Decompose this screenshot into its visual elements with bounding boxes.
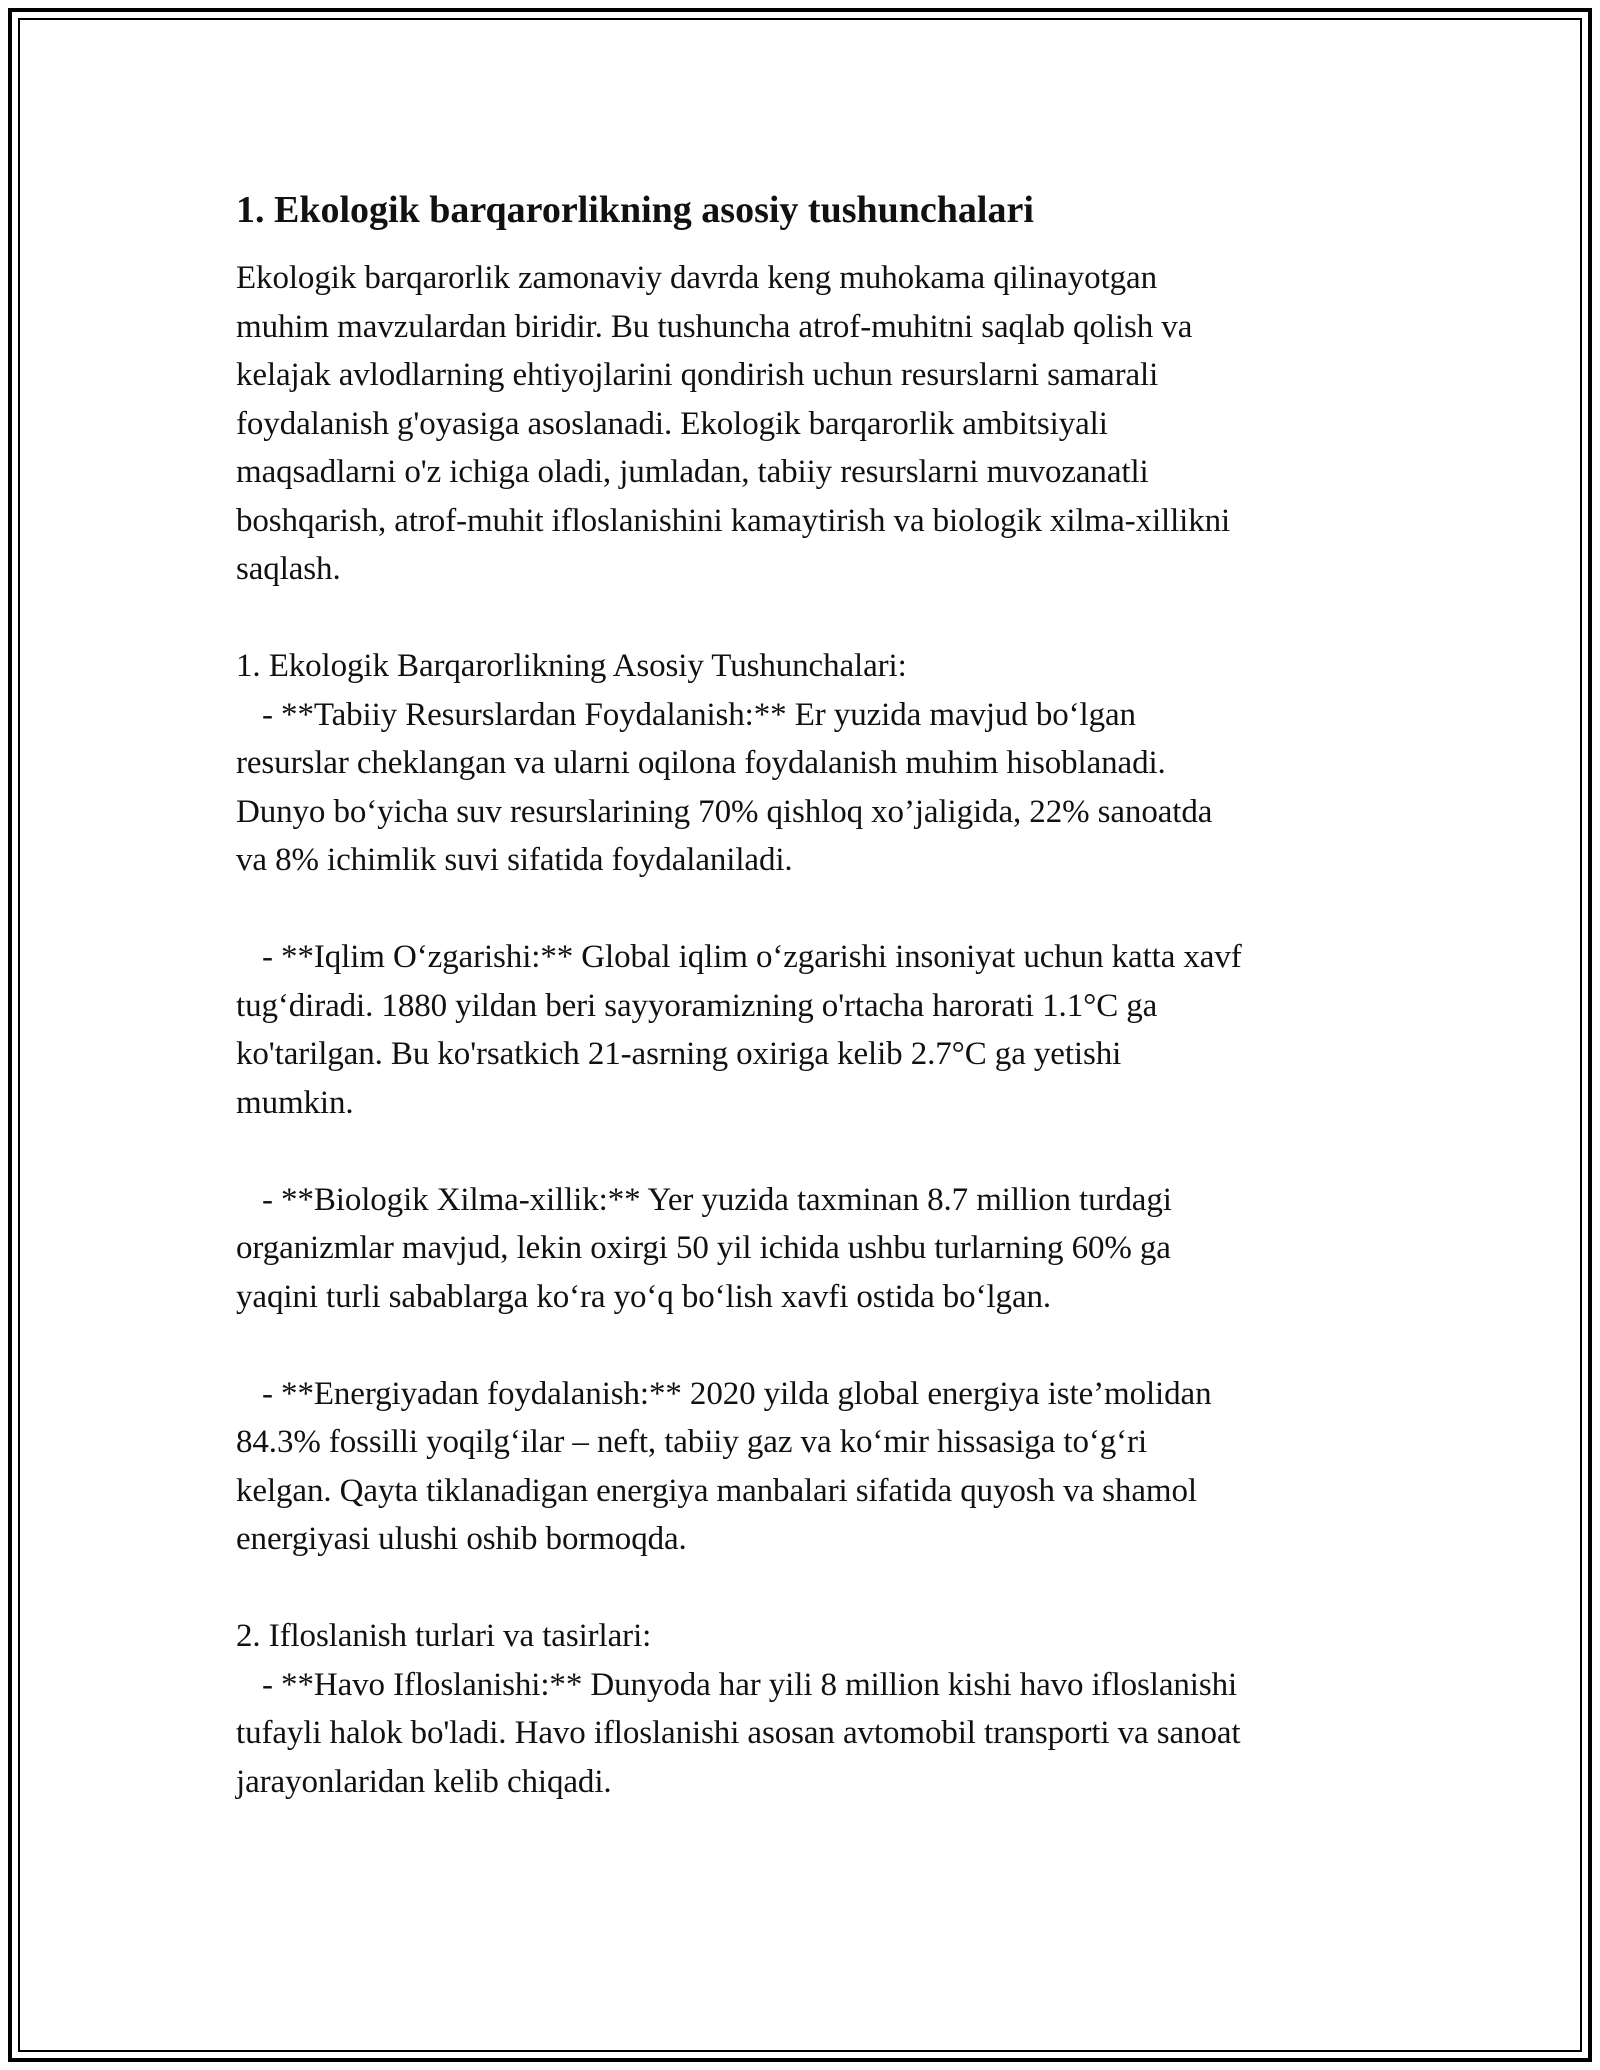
section1-item1-first-line bbox=[236, 691, 1376, 740]
section1-title: 1. Ekologik Barqarorlikning Asosiy Tushunchalari: bbox=[236, 648, 907, 684]
section1-item4-lead: - **Energiyadan foydalanish:** 2020 yilda global energiya iste’molidan bbox=[262, 1375, 1212, 1412]
section1-item3-lead: - **Biologik Xilma-xillik:** Yer yuzida taxminan 8.7 million turdagi bbox=[262, 1181, 1172, 1218]
paragraph-gap bbox=[236, 1564, 1376, 1613]
section1-item3-first-line bbox=[236, 1176, 1376, 1225]
paragraph-gap bbox=[236, 1127, 1376, 1176]
section1-item2-first-line bbox=[236, 933, 1376, 982]
section1-item2-rest: tug‘diradi. 1880 yildan beri sayyoramizning o'rtacha harorati 1.1°C ga ko'tarilgan. Bu ko'rsatkich 21-asrning oxiriga kelib 2.7°C ga yetishi mumkin. bbox=[236, 987, 1158, 1121]
section1-item4-rest: 84.3% fossilli yoqilg‘ilar – neft, tabiiy gaz va ko‘mir hissasiga to‘g‘ri kelgan. Qayta tiklanadigan energiya manbalari sifatida quyosh va shamol energiyasi ulushi oshib bormoqda. bbox=[236, 1424, 1197, 1557]
paragraph-gap bbox=[236, 594, 1376, 643]
section1-item1-lead: - **Tabiiy Resurslardan Foydalanish:** Er yuzida mavjud bo‘lgan bbox=[262, 696, 1136, 733]
section2-item1-first-line bbox=[236, 1661, 1376, 1710]
section1-item1-rest: resurslar cheklangan va ularni oqilona foydalanish muhim hisoblanadi. Dunyo bo‘yicha suv resurslarining 70% qishloq xo’jaligida, 22% sanoatda va 8% ichimlik suvi sifatida foydalaniladi. bbox=[236, 745, 1213, 878]
paragraph-gap bbox=[236, 885, 1376, 934]
section2-title: 2. Ifloslanish turlari va tasirlari: bbox=[236, 1618, 652, 1654]
section1-item2-lead: - **Iqlim O‘zgarishi:** Global iqlim o‘zgarishi insoniyat uchun katta xavf bbox=[262, 939, 1242, 975]
section1-item3-rest: organizmlar mavjud, lekin oxirgi 50 yil ichida ushbu turlarning 60% ga yaqini turli sabablarga ko‘ra yo‘q bo‘lish xavfi ostida bo‘lgan. bbox=[236, 1230, 1171, 1315]
section-heading: 1. Ekologik barqarorlikning asosiy tushunchalari bbox=[236, 189, 1034, 231]
section2-item1-rest: tufayli halok bo'ladi. Havo ifloslanishi asosan avtomobil transporti va sanoat jarayonlaridan kelib chiqadi. bbox=[236, 1715, 1241, 1800]
document-body bbox=[236, 186, 1376, 1806]
paragraph-gap bbox=[236, 1321, 1376, 1370]
section2-item1-lead: - **Havo Ifloslanishi:** Dunyoda har yili 8 million kishi havo ifloslanishi bbox=[262, 1666, 1238, 1703]
intro-paragraph: Ekologik barqarorlik zamonaviy davrda keng muhokama qilinayotgan muhim mavzulardan biridir. Bu tushuncha atrof-muhitni saqlab qolish va kelajak avlodlarning ehtiyojlarini qondirish uchun resurslarni samarali foydalanish g'oyasiga asoslanadi. Ekologik barqarorlik ambitsiyali maqsadlarni o'z ichiga oladi, jumladan, tabiiy resurslarni muvozanatli boshqarish, atrof-muhit ifloslanishini kamaytirish va biologik xilma-xillikni saqlash. bbox=[236, 260, 1231, 587]
section1-item4-first-line bbox=[236, 1370, 1376, 1419]
